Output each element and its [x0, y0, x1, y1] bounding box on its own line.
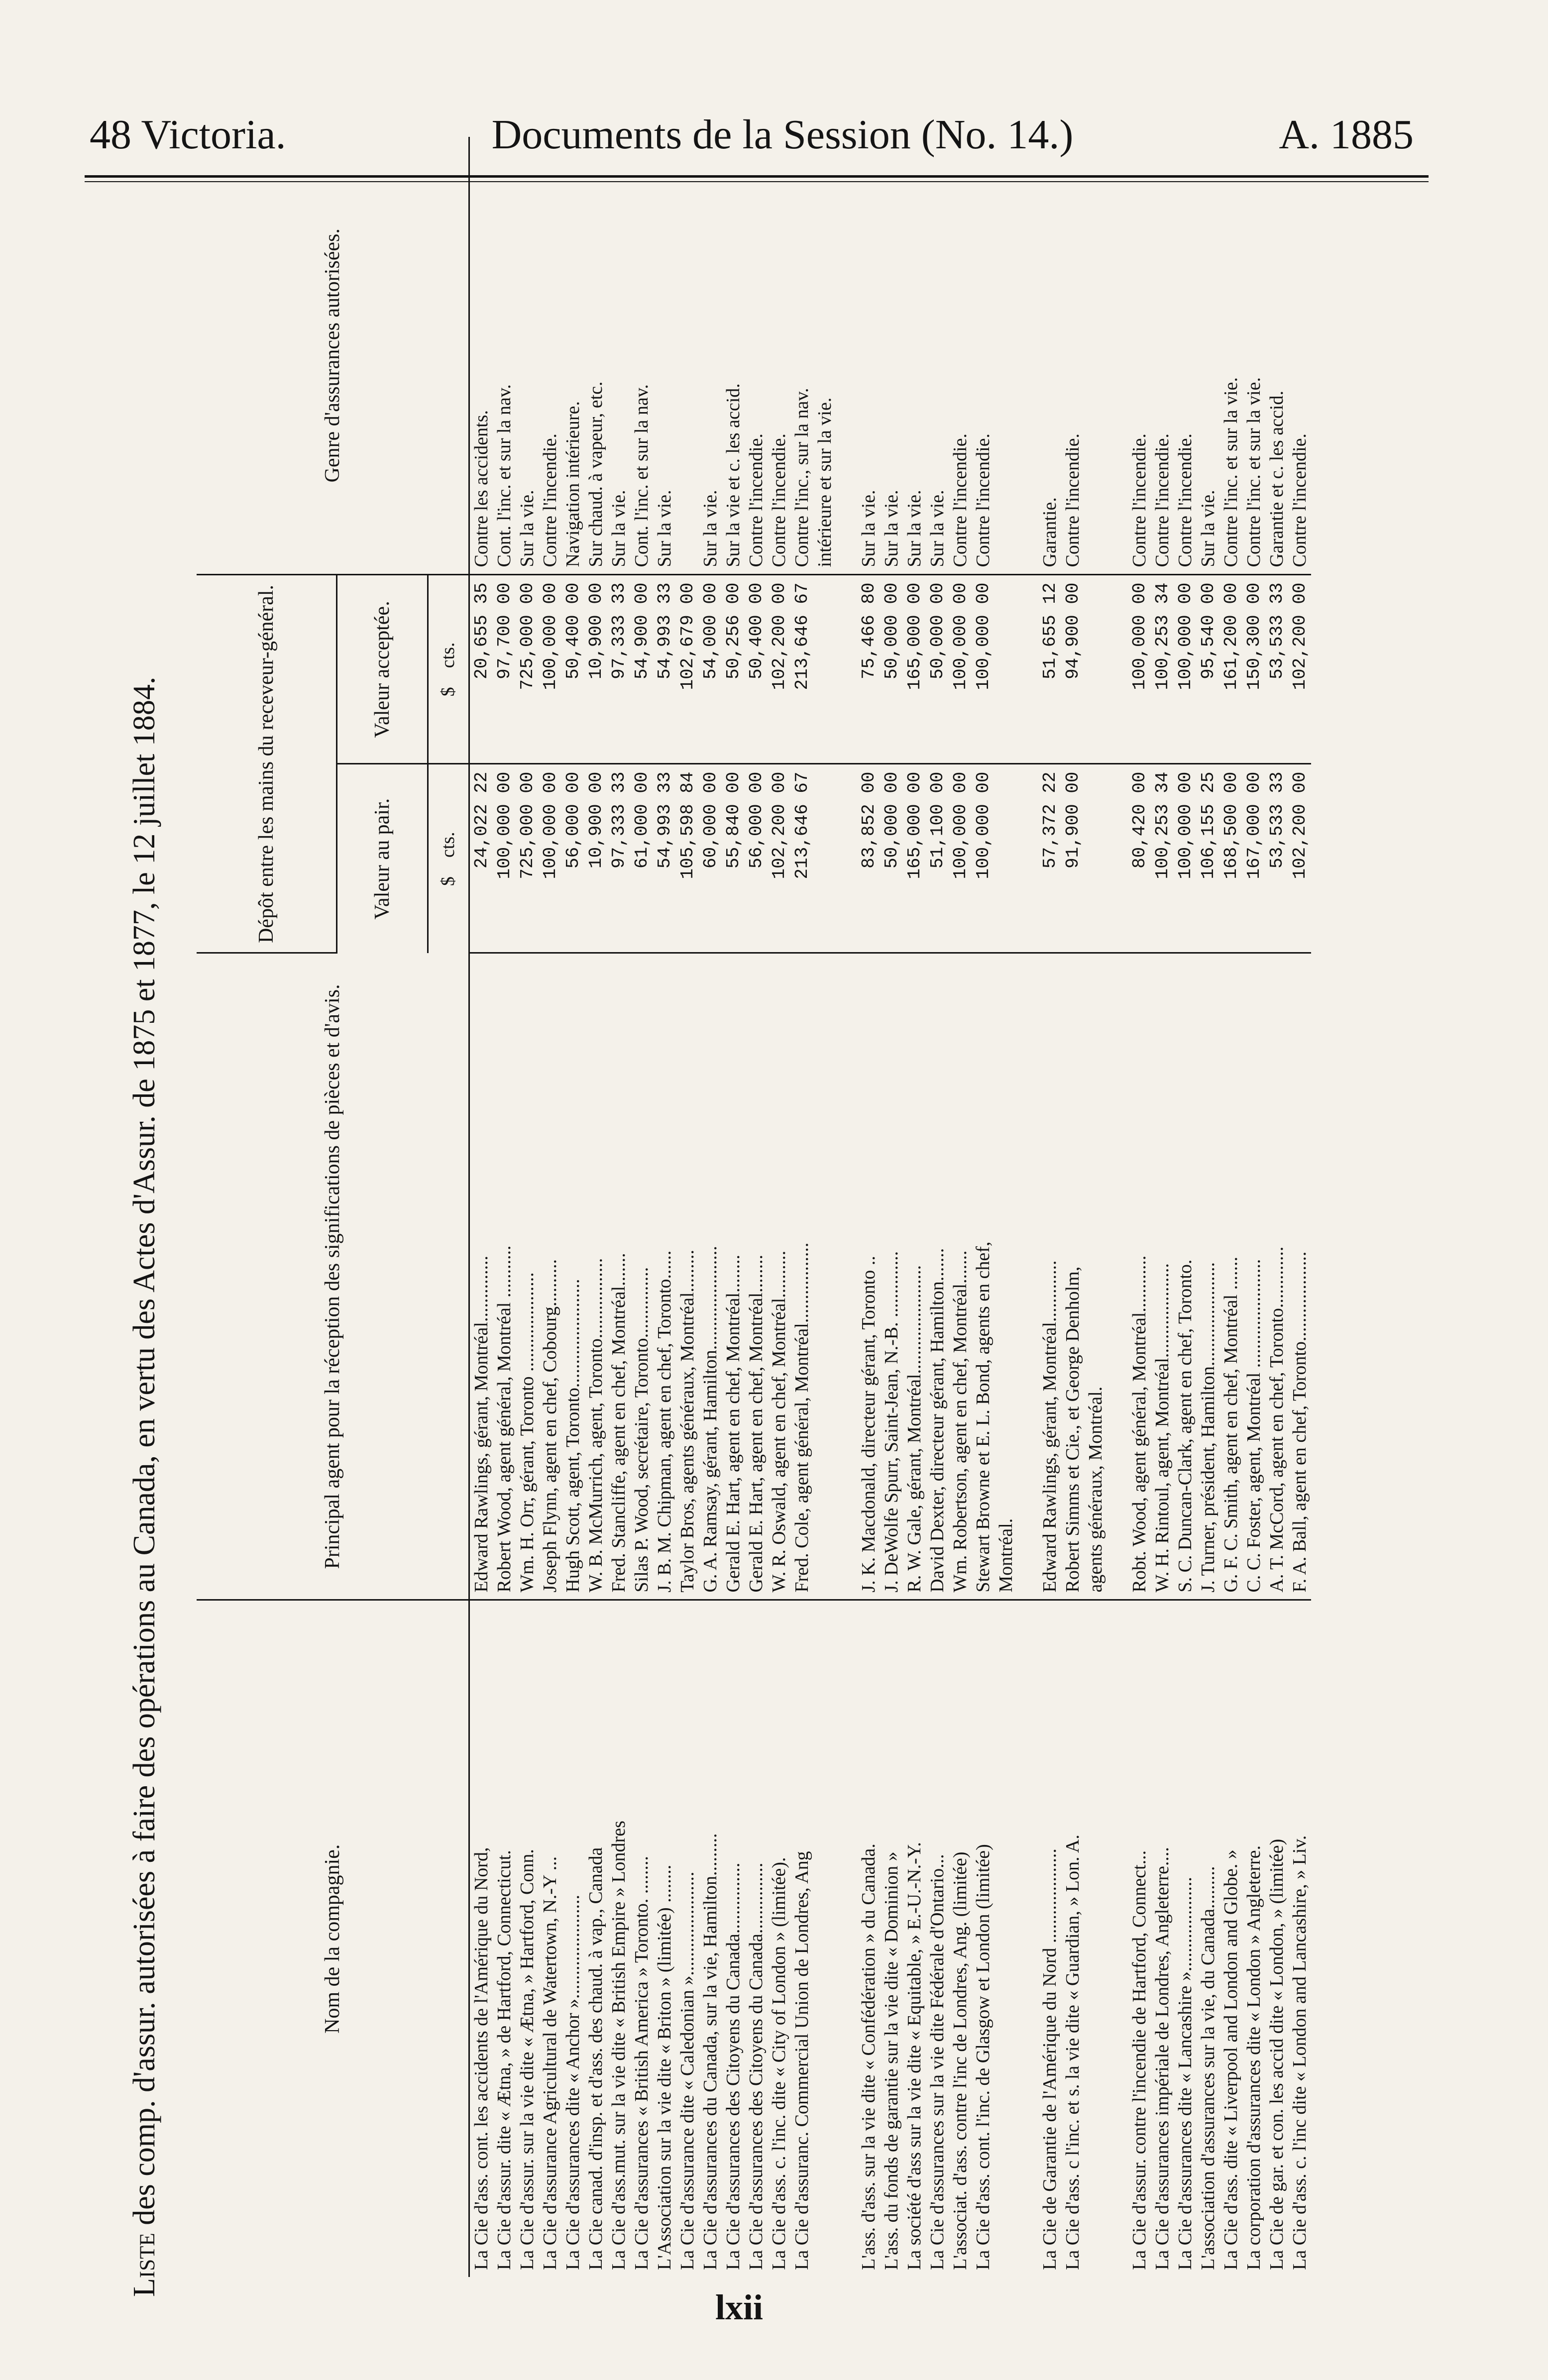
par-value-cell: 83,852 00	[857, 764, 880, 953]
header-center: Documents de la Session (No. 14.)	[491, 111, 1074, 158]
insurance-kind-cell: Contre l'incendie.	[972, 137, 995, 575]
accepted-value-cell: 94,900 00	[1061, 575, 1084, 764]
accepted-value-cell: 161,200 00	[1219, 575, 1242, 764]
company-cell: La Cie d'assurance Agricultural de Watertown, N.-Y ...	[540, 1856, 560, 2270]
col-kind-header: Genre d'assurances autorisées.	[197, 137, 469, 575]
par-value-cell: 105,598 84	[676, 764, 699, 953]
insurance-kind-cell: Navigation intérieure.	[561, 137, 584, 575]
company-cell: La Cie d'ass. c. l'inc dite « London and Lancashire, » Liv.	[1289, 1835, 1310, 2270]
insurance-kind-cell: Sur la vie.	[880, 137, 903, 575]
par-value-cell: 91,900 00	[1061, 764, 1084, 953]
table-row	[1288, 137, 1311, 2277]
accepted-value-cell: 725,000 00	[516, 575, 539, 764]
agent-cell: W. B. McMurrich, agent, Toronto.................	[584, 953, 607, 1600]
par-value-cell: 50,000 00	[880, 764, 903, 953]
par-value-cell: 53,533 33	[1265, 764, 1288, 953]
agent-cell: J. Turner, président, Hamilton......................	[1197, 953, 1219, 1600]
agent-cell	[813, 953, 836, 1600]
accepted-value-cell: 54,993 33	[653, 575, 676, 764]
par-value-cell: 10,900 00	[584, 764, 607, 953]
par-value-cell: 56,000 00	[745, 764, 768, 953]
company-cell: L'ass. du fonds de garantie sur la vie dite « Dominion »	[881, 1851, 902, 2270]
insurance-kind-cell	[676, 137, 699, 575]
company-cell: La Cie d'assur. dite « Ætna, » de Hartford, Connecticut.	[494, 1850, 515, 2270]
company-cell: La Cie de gar. et con. les accid dite « London, » (limitée)	[1266, 1839, 1287, 2270]
company-cell: La Cie d'ass. cont. l'inc. de Glasgow et London (limitée)	[973, 1844, 994, 2270]
par-value-cell: 100,253 34	[1151, 764, 1174, 953]
par-value-cell: 102,200 00	[768, 764, 790, 953]
table-row	[699, 137, 722, 2277]
insurance-companies-table	[197, 137, 1311, 2277]
insurance-kind-cell	[1084, 137, 1107, 575]
company-cell: L'associat. d'ass. contre l'inc de Londres, Ang. (limitée)	[950, 1851, 971, 2270]
par-value-cell: 168,500 00	[1219, 764, 1242, 953]
par-value-cell: 51,100 00	[926, 764, 949, 953]
company-cell: La Cie d'ass.mut. sur la vie dite « British Empire » Londres	[608, 1821, 629, 2270]
company-cell: La Cie d'ass. c l'inc. et s. la vie dite « Guardian, » Lon. A.	[1062, 1835, 1083, 2270]
group-spacer	[1017, 137, 1038, 2277]
agent-cell: Fred. Stancliffe, agent en chef, Montréal.......	[607, 953, 630, 1600]
agent-cell: Wm. Robertson, agent en chef, Montréal.......	[949, 953, 972, 1600]
table-row	[926, 137, 949, 2277]
agent-cell: Gerald E. Hart, agent en chef, Montréal........	[745, 953, 768, 1600]
table-row	[607, 137, 630, 2277]
accepted-value-cell: 100,000 00	[972, 575, 995, 764]
company-cell: La Cie d'assurances des Citoyens du Canada...............	[746, 1862, 767, 2270]
accepted-units: $ cts.	[428, 575, 469, 764]
page-folio: lxii	[715, 2287, 764, 2327]
company-cell: L'Association sur la vie dite « Briton » (limitée) ........	[654, 1864, 675, 2270]
par-value-cell: 97,333 33	[607, 764, 630, 953]
table-row	[745, 137, 768, 2277]
header-left: 48 Victoria.	[90, 111, 286, 158]
accepted-value-cell: 150,300 00	[1242, 575, 1265, 764]
table-title	[127, 107, 162, 2297]
par-value-cell: 24,022 22	[469, 764, 493, 953]
insurance-kind-cell: Sur chaud. à vapeur, etc.	[584, 137, 607, 575]
agent-cell: Edward Rawlings, gérant, Montréal.............	[1038, 953, 1061, 1600]
table-row	[1265, 137, 1288, 2277]
par-value-cell: 100,000 00	[493, 764, 516, 953]
agent-cell: R. W. Gale, gérant, Montréal.......................	[903, 953, 926, 1600]
table-row	[1061, 137, 1084, 2277]
agent-cell: W. R. Oswald, agent en chef, Montréal..........	[768, 953, 790, 1600]
accepted-value-cell: 165,000 00	[903, 575, 926, 764]
accepted-value-cell: 100,253 34	[1151, 575, 1174, 764]
insurance-kind-cell: Contre l'incendie.	[949, 137, 972, 575]
table-row	[1197, 137, 1219, 2277]
insurance-kind-cell: Contre l'inc. et sur la vie.	[1242, 137, 1265, 575]
company-cell: La Cie d'assurances sur la vie dite Fédérale d'Ontario...	[927, 1854, 948, 2270]
company-cell: La Cie d'assur. contre l'incendie de Hartford, Connect...	[1129, 1850, 1150, 2270]
par-value-cell: 213,646 67	[790, 764, 813, 953]
company-cell: La Cie canad. d'insp. et d'ass. des chaud. à vap., Canada	[585, 1847, 606, 2270]
company-cell: La Cie d'assurances dite « Anchor »......................	[562, 1894, 583, 2270]
table-row	[469, 137, 493, 2277]
agent-cell: S. C. Duncan-Clark, agent en chef, Toronto.	[1174, 953, 1197, 1600]
table-row	[880, 137, 903, 2277]
accepted-value-cell: 102,200 00	[1288, 575, 1311, 764]
company-cell: La corporation d'assurances dite « London » Angleterre.	[1243, 1845, 1264, 2270]
agent-cell: G. F. C. Smith, agent en chef, Montréal .......	[1219, 953, 1242, 1600]
table-row	[1242, 137, 1265, 2277]
accepted-value-cell	[813, 575, 836, 764]
accepted-value-cell: 102,200 00	[768, 575, 790, 764]
company-cell: La Cie d'assurances des Citoyens du Canada...............	[723, 1862, 744, 2270]
company-cell: La Cie d'assurance dite « Caledonian »......................	[677, 1871, 698, 2270]
agent-cell: Wm. H. Orr, gérant, Toronto .....................	[516, 953, 539, 1600]
accepted-value-cell: 50,400 00	[561, 575, 584, 764]
agent-cell: Robt. Wood, agent général, Montréal............	[1128, 953, 1151, 1600]
par-value-cell: 100,000 00	[1174, 764, 1197, 953]
accepted-value-cell: 97,333 33	[607, 575, 630, 764]
table-row	[949, 137, 972, 2277]
insurance-kind-cell: Garantie.	[1038, 137, 1061, 575]
table-row	[813, 137, 836, 2277]
par-value-cell: 61,000 00	[630, 764, 653, 953]
company-cell: La Cie d'ass. dite « Liverpool and London and Globe. »	[1220, 1849, 1241, 2270]
table-row	[653, 137, 676, 2277]
company-cell: La Cie de Garantie de l'Amérique du Nord ....................	[1039, 1848, 1060, 2270]
agent-cell: G. A. Ramsay, gérant, Hamilton......................	[699, 953, 722, 1600]
table-row	[857, 137, 880, 2277]
table-row	[1128, 137, 1151, 2277]
insurance-kind-cell: Contre l'inc. et sur la vie.	[1219, 137, 1242, 575]
table-row	[722, 137, 745, 2277]
accepted-value-cell: 10,900 00	[584, 575, 607, 764]
company-cell: La société d'ass sur la vie dite « Equitable, » E.-U.-N.-Y.	[904, 1842, 925, 2270]
company-cell	[1084, 1600, 1107, 2277]
col-company-header: Nom de la compagnie.	[197, 1600, 469, 2277]
company-cell: La Cie d'assurances du Canada, sur la vie, Hamilton.........	[700, 1833, 721, 2270]
title-lead: Liste	[127, 2233, 161, 2297]
table-row	[493, 137, 516, 2277]
accepted-value-cell: 50,256 00	[722, 575, 745, 764]
insurance-kind-cell: Garantie et c. les accid.	[1265, 137, 1288, 575]
table-row	[539, 137, 561, 2277]
insurance-kind-cell: Contre l'incendie.	[1174, 137, 1197, 575]
agent-cell: Joseph Flynn, agent en chef, Cobourg..........	[539, 953, 561, 1600]
agent-cell: Hugh Scott, agent, Toronto.......................	[561, 953, 584, 1600]
company-cell	[813, 1600, 836, 2277]
insurance-kind-cell: Sur la vie.	[607, 137, 630, 575]
insurance-kind-cell: Contre l'incendie.	[1151, 137, 1174, 575]
agent-cell: J. K. Macdonald, directeur gérant, Toronto ..	[857, 953, 880, 1600]
accepted-value-cell: 100,000 00	[949, 575, 972, 764]
company-cell: La Cie d'assurances impériale de Londres, Angleterre....	[1152, 1847, 1173, 2270]
col-deposit-header: Dépôt entre les mains du receveur-général.	[197, 575, 337, 953]
par-value-cell: 55,840 00	[722, 764, 745, 953]
table-row	[1084, 137, 1107, 2277]
accepted-value-cell: 20,655 35	[469, 575, 493, 764]
agent-cell: W. H. Rintoul, agent, Montréal....................	[1151, 953, 1174, 1600]
insurance-kind-cell: Contre l'inc., sur la nav.	[790, 137, 813, 575]
agent-cell: Robert Simms et Cie., et George Denholm,	[1061, 953, 1084, 1600]
table-row	[790, 137, 813, 2277]
table-row	[903, 137, 926, 2277]
accepted-value-cell: 53,533 33	[1265, 575, 1288, 764]
group-spacer	[1107, 137, 1128, 2277]
table-row	[1151, 137, 1174, 2277]
agent-cell: J. DeWolfe Spurr, Saint-Jean, N.-B. ..............	[880, 953, 903, 1600]
accepted-value-cell	[995, 575, 1017, 764]
par-value-cell: 100,000 00	[949, 764, 972, 953]
table-row	[1174, 137, 1197, 2277]
table-row	[676, 137, 699, 2277]
table-body	[469, 137, 1312, 2277]
company-cell	[995, 1600, 1017, 2277]
insurance-kind-cell: Sur la vie.	[699, 137, 722, 575]
insurance-kind-cell	[995, 137, 1017, 575]
accepted-value-cell: 54,000 00	[699, 575, 722, 764]
company-cell: L'ass. d'ass. sur la vie dite « Confédération » du Canada.	[858, 1843, 879, 2270]
accepted-value-cell: 50,000 00	[926, 575, 949, 764]
company-cell: La Cie d'assuranc. Commercial Union de Londres, Ang	[791, 1851, 812, 2270]
table-row	[768, 137, 790, 2277]
agent-cell: F. A. Ball, agent en chef, Toronto...................	[1288, 953, 1311, 1600]
table-row	[1219, 137, 1242, 2277]
table-row	[630, 137, 653, 2277]
insurance-kind-cell: Sur la vie.	[926, 137, 949, 575]
agent-cell: C. C. Foster, agent, Montréal .......................	[1242, 953, 1265, 1600]
accepted-value-cell: 100,000 00	[1174, 575, 1197, 764]
par-value-cell: 80,420 00	[1128, 764, 1151, 953]
company-cell: La Cie d'assurances « British America » Toronto. ........	[631, 1856, 652, 2270]
par-value-cell: 60,000 00	[699, 764, 722, 953]
agent-cell: Stewart Browne et E. L. Bond, agents en chef,	[972, 953, 995, 1600]
agent-cell: agents généraux, Montréal.	[1084, 953, 1107, 1600]
rotated-table-page	[117, 107, 1361, 2297]
table-row	[995, 137, 1017, 2277]
insurance-kind-cell: Cont. l'inc. et sur la nav.	[630, 137, 653, 575]
table-row	[584, 137, 607, 2277]
company-cell: La Cie d'ass. cont. les accidents de l'Amérique du Nord,	[471, 1847, 492, 2270]
agent-cell: Gerald E. Hart, agent en chef, Montréal........	[722, 953, 745, 1600]
insurance-kind-cell: Sur la vie.	[857, 137, 880, 575]
accepted-value-cell: 50,000 00	[880, 575, 903, 764]
accepted-value-cell: 95,540 00	[1197, 575, 1219, 764]
insurance-kind-cell: Sur la vie.	[903, 137, 926, 575]
insurance-kind-cell: Sur la vie.	[653, 137, 676, 575]
par-value-cell: 725,000 00	[516, 764, 539, 953]
insurance-kind-cell: Contre l'incendie.	[1288, 137, 1311, 575]
par-value-cell: 167,000 00	[1242, 764, 1265, 953]
col-agent-header: Principal agent pour la réception des significations de pièces et d'avis.	[197, 953, 469, 1600]
agent-cell: A. T. McCord, agent en chef, Toronto.............	[1265, 953, 1288, 1600]
accepted-value-cell	[1084, 575, 1107, 764]
par-value-cell: 56,000 00	[561, 764, 584, 953]
agent-cell: Fred. Cole, agent général, Montréal.................	[790, 953, 813, 1600]
accepted-value-cell: 213,646 67	[790, 575, 813, 764]
accepted-value-cell: 51,655 12	[1038, 575, 1061, 764]
agent-cell: Montréal.	[995, 953, 1017, 1600]
agent-cell: Edward Rawlings, gérant, Montréal..............	[469, 953, 493, 1600]
table-row	[972, 137, 995, 2277]
agent-cell: J. B. M. Chipman, agent en chef, Toronto......	[653, 953, 676, 1600]
group-spacer	[836, 137, 857, 2277]
company-cell: L'association d'assurances sur la vie, du Canada.........	[1198, 1866, 1218, 2270]
par-value-cell: 54,993 33	[653, 764, 676, 953]
agent-cell: Silas P. Wood, secrétaire, Toronto...............	[630, 953, 653, 1600]
par-value-cell: 165,000 00	[903, 764, 926, 953]
table-row	[516, 137, 539, 2277]
par-value-cell: 106,155 25	[1197, 764, 1219, 953]
table-row	[561, 137, 584, 2277]
par-units: $ cts.	[428, 764, 469, 953]
accepted-value-cell: 75,466 80	[857, 575, 880, 764]
insurance-kind-cell: Contre l'incendie.	[1061, 137, 1084, 575]
accepted-value-cell: 102,679 00	[676, 575, 699, 764]
insurance-kind-cell: Sur la vie.	[516, 137, 539, 575]
agent-cell: David Dexter, directeur gérant, Hamilton.......	[926, 953, 949, 1600]
insurance-kind-cell: Contre l'incendie.	[539, 137, 561, 575]
insurance-kind-cell: intérieure et sur la vie.	[813, 137, 836, 575]
par-value-cell	[813, 764, 836, 953]
company-cell: La Cie d'ass. c. l'inc. dite « City of London » (limitée).	[769, 1857, 789, 2270]
par-value-cell: 102,200 00	[1288, 764, 1311, 953]
par-value-cell	[995, 764, 1017, 953]
table-row	[1038, 137, 1061, 2277]
col-par-header: Valeur au pair.	[337, 764, 428, 953]
par-value-cell: 57,372 22	[1038, 764, 1061, 953]
agent-cell: Robert Wood, agent général, Montréal ...........	[493, 953, 516, 1600]
insurance-kind-cell: Sur la vie.	[1197, 137, 1219, 575]
company-cell: La Cie d'assurances dite « Lancashire »....................	[1175, 1877, 1196, 2270]
accepted-value-cell: 54,900 00	[630, 575, 653, 764]
company-cell: La Cie d'assur. sur la vie dite « Ætna, » Hartford, Conn.	[517, 1849, 538, 2270]
accepted-value-cell: 100,000 00	[1128, 575, 1151, 764]
insurance-kind-cell: Contre l'incendie.	[745, 137, 768, 575]
par-value-cell: 100,000 00	[539, 764, 561, 953]
insurance-kind-cell: Cont. l'inc. et sur la nav.	[493, 137, 516, 575]
col-accepted-header: Valeur acceptée.	[337, 575, 428, 764]
insurance-kind-cell: Contre l'incendie.	[1128, 137, 1151, 575]
par-value-cell: 100,000 00	[972, 764, 995, 953]
title-rest: des comp. d'assur. autorisées à faire des opérations au Canada, en vertu des Actes d'Assur. de 1875 et 1877, le 12 juillet 1884.	[127, 676, 161, 2233]
insurance-kind-cell: Contre les accidents.	[469, 137, 493, 575]
accepted-value-cell: 50,400 00	[745, 575, 768, 764]
accepted-value-cell: 97,700 00	[493, 575, 516, 764]
insurance-kind-cell: Sur la vie et c. les accid.	[722, 137, 745, 575]
header-right: A. 1885	[1279, 111, 1414, 158]
par-value-cell	[1084, 764, 1107, 953]
agent-cell: Taylor Bros, agents généraux, Montréal.........	[676, 953, 699, 1600]
insurance-kind-cell: Contre l'incendie.	[768, 137, 790, 575]
accepted-value-cell: 100,000 00	[539, 575, 561, 764]
